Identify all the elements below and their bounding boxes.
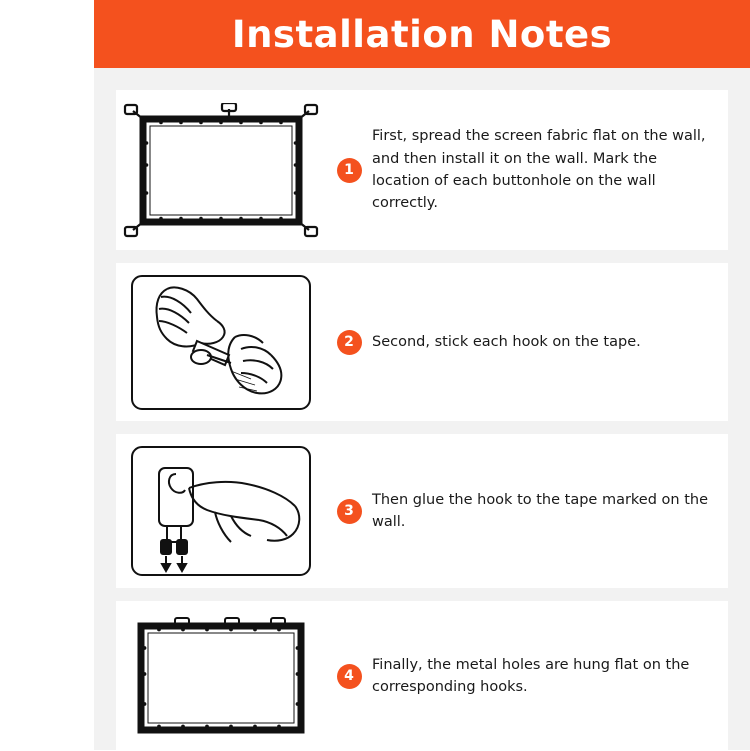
step-illustration-1 (116, 93, 326, 248)
finger-pressing-hook-to-wall-icon (131, 446, 311, 576)
step-card-1 (116, 90, 728, 250)
left-margin-strip (0, 0, 94, 750)
steps-container (94, 68, 750, 750)
step-card-3 (116, 434, 728, 588)
step-number-1 (326, 158, 372, 183)
step-illustration-3 (116, 436, 326, 586)
step-illustration-2 (116, 265, 326, 420)
screen-hung-on-hooks-icon (121, 612, 321, 740)
step-text-1: First, spread the screen fabric flat on the wall, and then install it on the wall. Mark the location of each buttonhole on the wall correctly. (372, 128, 706, 212)
step-number-3 (326, 499, 372, 524)
step-text-4: Finally, the metal holes are hung flat on the corresponding hooks. (372, 656, 690, 695)
page-header (94, 0, 750, 68)
step-card-4 (116, 601, 728, 751)
step-number-4 (326, 664, 372, 689)
step-badge-1: 1 (337, 158, 362, 183)
step-card-2 (116, 263, 728, 421)
step-badge-3: 3 (337, 499, 362, 524)
step-badge-4: 4 (337, 664, 362, 689)
hands-peeling-hook-from-tape-icon (131, 275, 311, 410)
page-title: Installation Notes (231, 12, 613, 56)
step-illustration-4 (116, 602, 326, 750)
step-badge-2: 2 (337, 330, 362, 355)
step-text-2: Second, stick each hook on the tape. (372, 333, 641, 350)
step-text-3: Then glue the hook to the tape marked on the wall. (372, 491, 708, 530)
step-number-2 (326, 330, 372, 355)
screen-fabric-with-corner-clips-icon (121, 103, 321, 238)
